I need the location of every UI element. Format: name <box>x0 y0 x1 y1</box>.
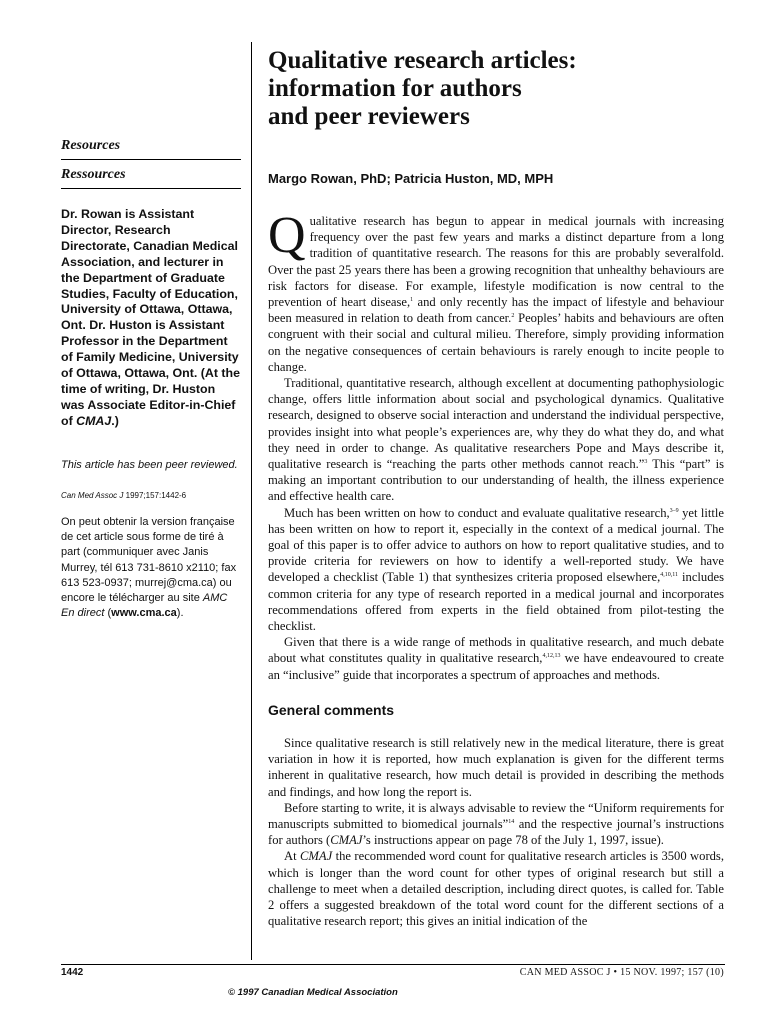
bio-journal: CMAJ <box>76 413 112 428</box>
reference-14: 14 <box>508 818 515 825</box>
main-column <box>268 47 724 929</box>
p3-text-b: yet little has been written on how to report it, especially in the context of a medical journal. The goal of this paper is to offer advice to authors on how to report qualitative studies, and to provide criteria for reviewers on how to identify a well-reported study. We have developed a checklist (Table 1) that synthesizes criteria proposed elsewhere, <box>268 505 724 585</box>
author-affiliations <box>61 207 241 430</box>
section-label-en: Resources <box>61 138 121 153</box>
french-site: AMC En direct <box>61 592 228 620</box>
reference-2: 2 <box>511 313 515 320</box>
bio-text: Dr. Rowan is Assistant Director, Research Directorate, Canadian Medical Association, and lecturer in the Department of Graduate Studies, Faculty of Education, University of Ottawa, Ottawa, Ont. Dr. Huston is Assistant Professor in the Department of Family Medicine, University of Ottawa, Ottawa, Ont. (At the time of writing, Dr. Huston was Associate Editor-in-Chief of <box>61 207 240 428</box>
french-close: ). <box>176 607 184 620</box>
paragraph-7 <box>268 848 724 929</box>
citation-journal: Can Med Assoc J <box>61 490 124 500</box>
reference-1: 1 <box>410 297 414 304</box>
reference-3: 3 <box>644 459 648 466</box>
citation <box>61 490 241 501</box>
journal-running-footer: CAN MED ASSOC J • 15 NOV. 1997; 157 (10) <box>519 967 724 978</box>
french-text: On peut obtenir la version française de cet article sous forme de tiré à part (communiquer avec Janis Murrey, tél 613 731-8610 x2110; fax 613 523-0937; murrej@cma.ca) ou encore le télécharger au site <box>61 515 237 605</box>
p3-text-c: includes common criteria for any type of research reported in a medical journal and incorporates recommendations offered from experts in the field obtained from pilot-testing the checklist. <box>268 570 724 634</box>
french-url-link[interactable]: www.cma.ca <box>111 607 177 620</box>
bio-end: .) <box>111 413 119 428</box>
p3-text-a: Much has been written on how to conduct and evaluate qualitative research, <box>284 505 670 520</box>
article-body <box>268 207 724 929</box>
p7-text-b: the recommended word count for qualitative research articles is 3500 words, which is longer than the word count for other types of original research but still a challenge to meet when a detailed description, including direct quotes, is called for. Table 2 offers a suggested breakdown of the total word count for the different sections of a qualitative research report; this gives an initial indication of the <box>268 849 724 929</box>
paragraph-2 <box>268 375 724 505</box>
drop-cap: Q <box>268 207 306 264</box>
footer-rule <box>61 964 725 965</box>
reference-3-9: 3–9 <box>669 507 679 514</box>
paragraph-5: Since qualitative research is still relatively new in the medical literature, there is great variation in how it is reported, how much explanation is given for the different terms inherent in qualitative research, how much detail is provided in describing the methods and findings, and how long the report is. <box>268 735 724 799</box>
paragraph-4 <box>268 634 724 683</box>
p7-journal: CMAJ <box>300 849 333 864</box>
section-rule <box>61 188 241 189</box>
title-line-3: and peer reviewers <box>268 103 470 130</box>
article-authors: Margo Rowan, PhD; Patricia Huston, MD, MPH <box>268 171 554 186</box>
copyright-notice: © 1997 Canadian Medical Association <box>228 987 398 998</box>
french-open: ( <box>104 607 112 620</box>
paragraph-6 <box>268 800 724 849</box>
paragraph-1 <box>268 207 724 375</box>
sidebar <box>61 130 241 622</box>
reference-4-10-11: 4,10,11 <box>660 572 679 579</box>
p4-text-a: Given that there is a wide range of methods in qualitative research, and much debate about what constitutes quality in qualitative research, <box>268 635 724 666</box>
p6-text-b: and the respective journal’s instructions for authors ( <box>268 816 724 848</box>
title-line-2: information for authors <box>268 75 522 102</box>
p6-journal: CMAJ <box>330 833 363 848</box>
paragraph-3 <box>268 505 724 635</box>
page-number: 1442 <box>61 967 84 978</box>
column-divider <box>251 42 252 960</box>
french-reprint-note <box>61 515 241 622</box>
section-heading: General comments <box>268 701 395 718</box>
p2-text-a: Traditional, quantitative research, although excellent at documenting pathophysiologic change, offers little information about social and psychological dynamics. Qualitative research, designed to observe social interaction and understand the individual perspective, provides insight into what people’s experiences are, why they do what they do, and what they need in order to change. As qualitative researchers Pope and Mays describe it, qualitative research is “reaching the parts other methods cannot reach.” <box>268 376 724 472</box>
p1-text-a: ualitative research has begun to appear in medical journals with increasing frequency over the past few years and marks a distinct departure from a long tradition of quantitative research. The reasons for this are probably severalfold. Over the past 25 years there has been a growing recognition that unhealthy behaviours are risk factors for disease. For example, lifestyle modification is now central to the prevention of heart disease, <box>268 214 724 310</box>
section-label-fr: Ressources <box>61 167 126 182</box>
p1-text-b: and only recently has the impact of lifestyle and behaviour been measured in relation to death from cancer. <box>268 295 724 326</box>
p7-text-a: At <box>284 849 301 864</box>
p6-text-c: ’s instructions appear on page 78 of the July 1, 1997, issue). <box>362 833 664 848</box>
reference-4-12-13: 4,12,13 <box>542 653 561 660</box>
citation-details: 1997;157:1442-6 <box>123 490 187 500</box>
peer-review-note: This article has been peer reviewed. <box>61 458 238 471</box>
p6-text-a: Before starting to write, it is always advisable to review the “Uniform requirements for manuscripts submitted to biomedical journals” <box>268 800 724 831</box>
p2-text-b: This “part” is making an important contribution to our understanding of health, the illness experience and effective health care. <box>268 457 724 504</box>
title-line-1: Qualitative research articles: <box>268 47 577 74</box>
article-title <box>268 47 724 131</box>
p4-text-b: we have endeavoured to create an “inclusive” guide that incorporates a spectrum of approaches and methods. <box>268 651 724 682</box>
p1-text-c: Peoples’ habits and behaviours are often congruent with their social and cultural milieu. Therefore, simply providing information on the negative consequences of certain behaviours is rarely enough to incite people to change. <box>268 311 724 374</box>
